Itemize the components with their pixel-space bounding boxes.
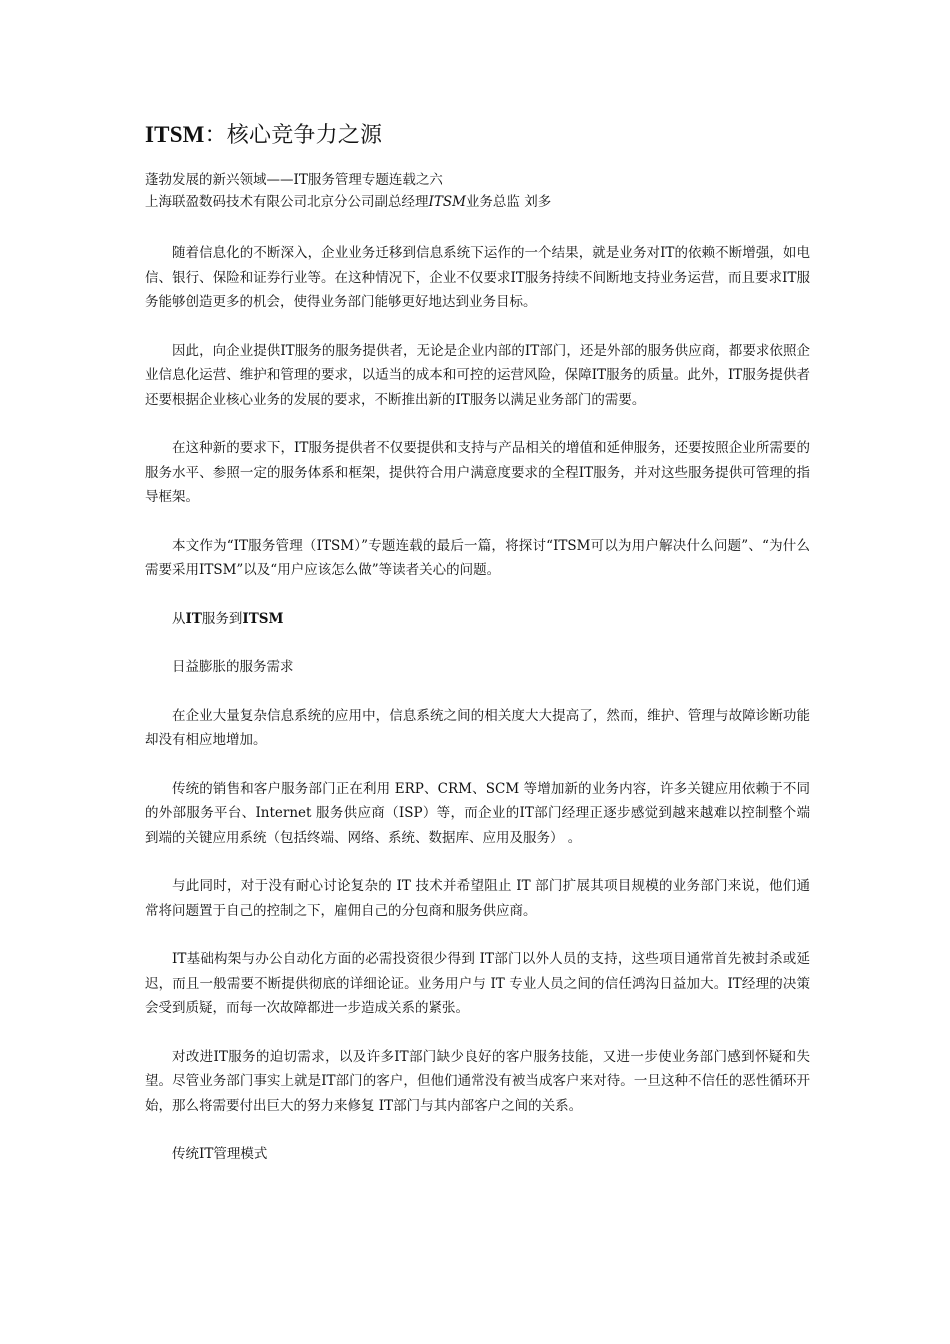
paragraph: 随着信息化的不断深入，企业业务迁移到信息系统下运作的一个结果，就是业务对IT的依赖不断增强，如电信、银行、保险和证券行业等。在这种情况下，企业不仅要求IT服务持续不间断地支持业务运营，而且要求IT服务能够创造更多的机会，使得业务部门能够更好地达到业务目标。 bbox=[145, 245, 810, 310]
paragraph: 本文作为“IT服务管理（ITSM）”专题连载的最后一篇，将探讨“ITSM可以为用户解决什么问题”、“为什么需要采用ITSM”以及“用户应该怎么做”等读者关心的问题。 bbox=[145, 537, 810, 578]
document-subtitle: 蓬勃发展的新兴领域——IT服务管理专题连载之六 bbox=[145, 172, 443, 188]
document-body bbox=[145, 118, 810, 1191]
subheading: 日益膨胀的服务需求 bbox=[172, 659, 294, 675]
author-company: 上海联盈数码技术有限公司北京分公司副总经理 bbox=[145, 194, 429, 210]
section-heading-itsm: ITSM bbox=[242, 610, 284, 627]
author-role-itsm: ITSM bbox=[428, 194, 466, 210]
section-heading-mid: 服务到 bbox=[201, 610, 243, 627]
document-title-rest: ：核心竞争力之源 bbox=[204, 123, 383, 148]
author-role-name: 业务总监 刘多 bbox=[465, 194, 552, 210]
paragraph: 在这种新的要求下，IT服务提供者不仅要提供和支持与产品相关的增值和延伸服务，还要按照企业所需要的服务水平、参照一定的服务体系和框架，提供符合用户满意度要求的全程IT服务，并对这些服务提供可管理的指导框架。 bbox=[145, 440, 810, 505]
paragraph: 因此，向企业提供IT服务的服务提供者，无论是企业内部的IT部门，还是外部的服务供应商，都要求依照企业信息化运营、维护和管理的要求，以适当的成本和可控的运营风险，保障IT服务的质量。此外，IT服务提供者还要根据企业核心业务的发展的要求，不断推出新的IT服务以满足业务部门的需要。 bbox=[145, 342, 810, 408]
author-line bbox=[145, 191, 810, 213]
document-title-latin: ITSM bbox=[145, 122, 205, 147]
paragraph: 在企业大量复杂信息系统的应用中，信息系统之间的相关度大大提高了，然而，维护、管理与故障诊断功能却没有相应地增加。 bbox=[145, 707, 810, 748]
section-heading-it: IT bbox=[185, 610, 202, 627]
paragraph: 对改进IT服务的迫切需求，以及许多IT部门缺少良好的客户服务技能，又进一步使业务部门感到怀疑和失望。尽管业务部门事实上就是IT部门的客户，但他们通常没有被当成客户来对待。一旦这种不信任的恶性循环开始，那么将需要付出巨大的努力来修复 IT部门与其内部客户之间的关系。 bbox=[145, 1048, 810, 1114]
document-title bbox=[145, 118, 810, 153]
section-heading-prefix: 从 bbox=[172, 610, 186, 627]
section-heading bbox=[145, 607, 810, 632]
paragraph: 传统的销售和客户服务部门正在利用 ERP、CRM、SCM 等增加新的业务内容，许多关键应用依赖于不同的外部服务平台、Internet 服务供应商（ISP）等，而企业的IT部门经理正逐步感觉到越来越难以控制整个端到端的关键应用系统（包括终端、网络、系统、数据库、应用及服务） 。 bbox=[145, 780, 810, 846]
subheading: 传统IT管理模式 bbox=[172, 1146, 268, 1162]
paragraph: 与此同时，对于没有耐心讨论复杂的 IT 技术并希望阻止 IT 部门扩展其项目规模的业务部门来说，他们通常将问题置于自己的控制之下，雇佣自己的分包商和服务供应商。 bbox=[145, 878, 810, 919]
paragraph: IT基础构架与办公自动化方面的必需投资很少得到 IT部门以外人员的支持，这些项目通常首先被封杀或延迟，而且一般需要不断提供彻底的详细论证。业务用户与 IT 专业人员之间的信任鸿沟日益加大。IT经理的决策会受到质疑，而每一次故障都进一步造成关系的紧张。 bbox=[145, 951, 810, 1016]
